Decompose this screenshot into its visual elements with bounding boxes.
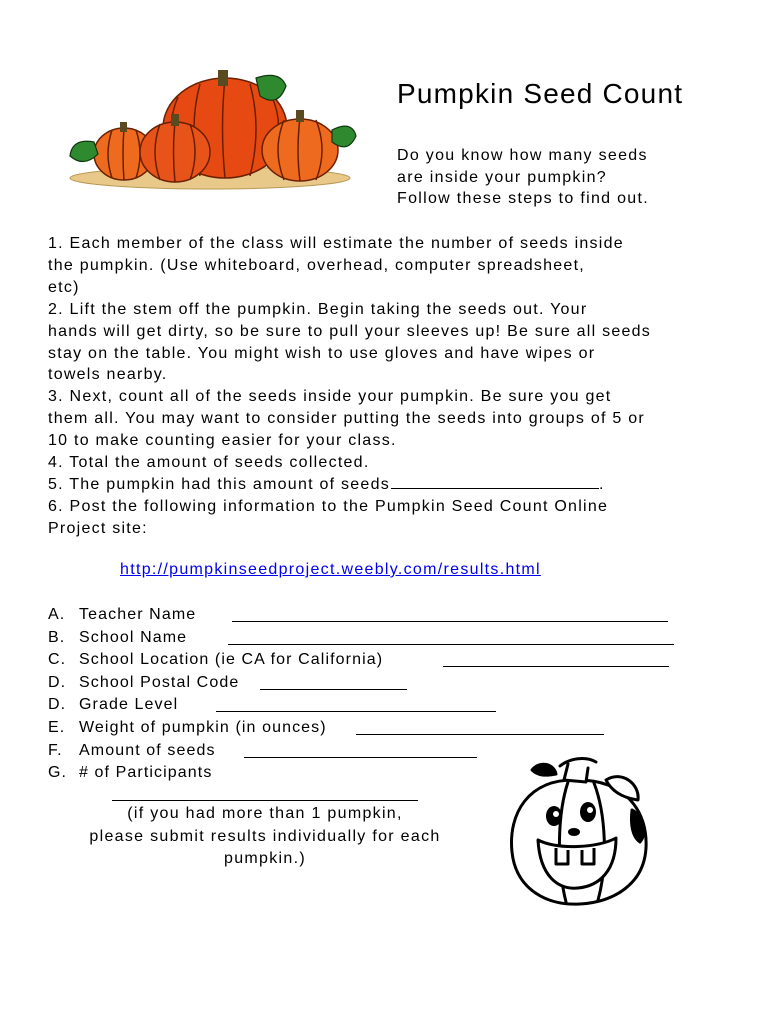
step-5-period: . [598, 475, 605, 493]
intro-text [397, 145, 717, 210]
results-link[interactable]: http://pumpkinseedproject.weebly.com/results.html [120, 561, 541, 578]
school-name-blank[interactable] [228, 644, 674, 645]
grade-level-blank[interactable] [216, 711, 496, 712]
form-letter: D. [48, 673, 67, 691]
form-row-weight [48, 717, 728, 740]
step-line: hands will get dirty, so be sure to pull your sleeves up! Be sure all seeds [48, 322, 652, 340]
intro-line: are inside your pumpkin? [397, 168, 607, 186]
step-line: 4. Total the amount of seeds collected. [48, 454, 370, 472]
step-line: 2. Lift the stem off the pumpkin. Begin taking the seeds out. Your [48, 300, 588, 318]
form-letter: D. [48, 696, 67, 714]
form-letter: E. [48, 718, 66, 736]
teacher-name-blank[interactable] [232, 621, 668, 622]
step-5-text: 5. The pumpkin had this amount of seeds [48, 475, 390, 493]
note-line: (if you had more than 1 pumpkin, [127, 805, 403, 822]
amount-of-seeds-blank[interactable] [244, 757, 477, 758]
participants-note [60, 780, 470, 871]
seed-count-blank[interactable] [391, 474, 599, 489]
note-line: pumpkin.) [224, 850, 306, 867]
participants-blank[interactable] [112, 780, 418, 801]
step-line: Project site: [48, 519, 148, 537]
form-label: Weight of pumpkin (in ounces) [79, 718, 327, 736]
pumpkin-patch-illustration [60, 62, 360, 197]
form-label: School Location (ie CA for California) [79, 651, 384, 669]
step-line: 1. Each member of the class will estimate the number of seeds inside [48, 235, 624, 252]
worksheet-title: Pumpkin Seed Count [397, 78, 684, 109]
step-line: 6. Post the following information to the Pumpkin Seed Count Online [48, 497, 609, 515]
form-label: Grade Level [79, 696, 179, 714]
instruction-steps [48, 233, 738, 540]
step-line: the pumpkin. (Use whiteboard, overhead, computer spreadsheet, [48, 256, 585, 274]
form-row-grade-level [48, 694, 728, 717]
form-row-postal-code [48, 672, 728, 695]
form-label: # of Participants [79, 764, 213, 782]
form-letter: A. [48, 606, 66, 623]
form-row-school-location [48, 649, 728, 672]
note-line: please submit results individually for each [89, 827, 441, 845]
step-line: towels nearby. [48, 366, 168, 384]
form-row-school-name [48, 627, 728, 650]
form-label: School Postal Code [79, 673, 240, 691]
form-label: Amount of seeds [79, 741, 216, 759]
form-label: School Name [79, 628, 188, 646]
form-label: Teacher Name [79, 606, 197, 623]
step-line: them all. You may want to consider putting the seeds into groups of 5 or [48, 410, 645, 428]
form-letter: G. [48, 764, 68, 782]
school-location-blank[interactable] [443, 666, 669, 667]
form-letter: B. [48, 628, 66, 646]
form-letter: F. [48, 741, 63, 759]
postal-code-blank[interactable] [260, 689, 407, 690]
step-line: 3. Next, count all of the seeds inside your pumpkin. Be sure you get [48, 388, 612, 406]
intro-line: Follow these steps to find out. [397, 190, 649, 207]
intro-line: Do you know how many seeds [397, 147, 648, 164]
form-letter: C. [48, 651, 67, 669]
step-5-line [48, 474, 738, 496]
form-row-teacher-name [48, 604, 728, 627]
weight-blank[interactable] [356, 734, 604, 735]
step-line: 10 to make counting easier for your class. [48, 432, 397, 450]
step-line: etc) [48, 278, 80, 296]
jack-o-lantern-illustration [498, 752, 658, 912]
step-line: stay on the table. You might wish to use gloves and have wipes or [48, 344, 596, 362]
